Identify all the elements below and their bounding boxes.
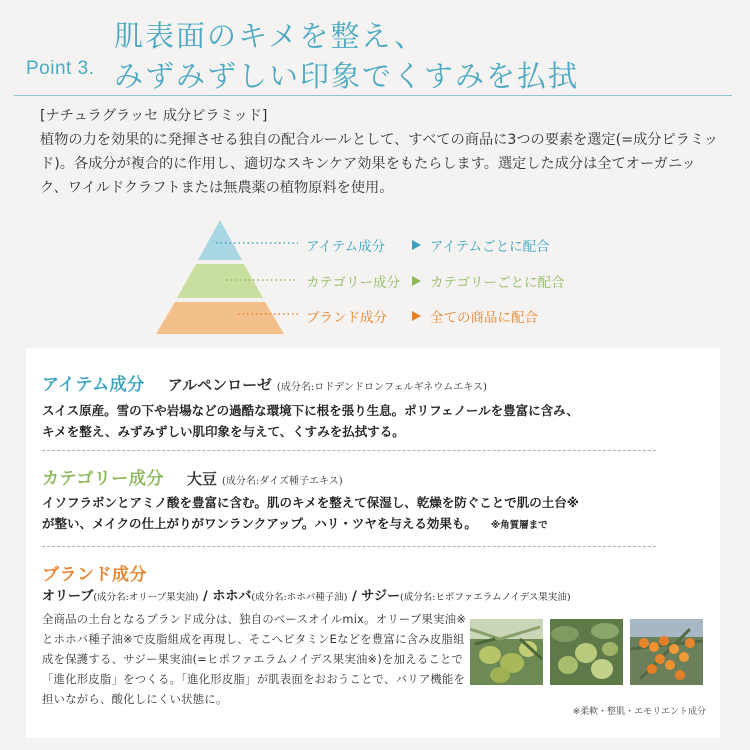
category-text-body: イソフラボンとアミノ酸を豊富に含む。肌のキメを整えて保湿し、乾燥を防ぐことで肌の土台※が整い、メイクの仕上がりがワンランクアップ。ハリ・ツヤを与える効果も。 [42, 495, 579, 531]
category-section-title: カテゴリー成分 [42, 469, 164, 489]
pyramid-desc-brand: 全ての商品に配合 [430, 310, 538, 326]
category-ingredient-sub: (成分名:ダイズ種子エキス) [222, 476, 343, 487]
intro-subtitle: [ナチュラグラッセ 成分ピラミッド] [40, 108, 268, 124]
arrow-icon [412, 276, 421, 286]
pyramid-desc-item: アイテムごとに配合 [430, 239, 550, 255]
pyramid-tier-brand [156, 302, 284, 334]
intro-block [40, 104, 720, 200]
category-ingredient-name: 大豆 [186, 470, 217, 488]
separator: / [351, 589, 357, 604]
category-section-text [42, 492, 582, 536]
arrow-icon [412, 240, 421, 250]
item-ingredient-sub: (成分名:ロドデンドロンフェルギネウムエキス) [276, 382, 487, 393]
page-title-line2: みずみずしい印象でくすみを払拭 [114, 59, 580, 93]
sea-buckthorn-sub: (成分名:ヒポファエラムノイデス果実油) [400, 592, 571, 603]
sea-buckthorn-name: サジー [361, 589, 401, 604]
pyramid-label-category: カテゴリー成分 [306, 275, 400, 291]
page-title-line1: 肌表面のキメを整え、 [114, 19, 426, 53]
header-divider [14, 95, 732, 96]
brand-section-header [42, 560, 147, 585]
jojoba-name: ホホバ [212, 589, 252, 604]
pyramid-tier-item [198, 220, 242, 260]
olive-name: オリーブ [42, 589, 94, 604]
photo-note: ※柔軟・整肌・エモリエント成分 [572, 707, 706, 717]
section-divider [42, 546, 656, 547]
item-section-header [42, 370, 487, 395]
sea-buckthorn-photo [630, 619, 703, 685]
pyramid-label-brand: ブランド成分 [306, 310, 387, 326]
category-section-header [42, 464, 343, 489]
brand-section-title: ブランド成分 [42, 565, 147, 585]
category-note: ※角質層まで [490, 520, 548, 531]
jojoba-photo [550, 619, 623, 685]
olive-sub: (成分名:オリーブ果実油) [93, 592, 199, 603]
pyramid-graphic [148, 208, 308, 338]
pyramid-label-item: アイテム成分 [306, 239, 386, 255]
separator: / [203, 589, 208, 604]
item-section-title: アイテム成分 [42, 375, 145, 395]
item-ingredient-name: アルペンローゼ [167, 376, 272, 394]
brand-section-text: 全商品の土台となるブランド成分は、独自のベースオイルmix。オリーブ果実油※とホホバ種子油※で皮脂組成を再現し、そこへビタミンEなどを豊富に含み皮脂組成を保護する、サジー果実油(=ヒポファエラムノイデス果実油※)を加えることで「進化形皮脂」をつくる。「進化形皮脂」が肌表面をおおうことで、バリア機能を担いながら、酸化しにくい状態に。 [42, 613, 467, 706]
arrow-icon [412, 311, 421, 321]
ingredient-pyramid [148, 208, 608, 338]
section-divider [42, 450, 656, 451]
brand-ingredients-line [42, 585, 571, 604]
pyramid-desc-category: カテゴリーごとに配合 [430, 275, 565, 291]
intro-body: 植物の力を効果的に発揮させる独自の配合ルールとして、すべての商品に3つの要素を選定(=成分ピラミッド)。各成分が複合的に作用し、適切なスキンケア効果をもたらします。選定した成分は全てオーガニック、ワイルドクラフトまたは無農薬の植物原料を使用。 [40, 132, 718, 196]
point-label: Point 3. [26, 58, 95, 79]
item-section-text: スイス原産。雪の下や岩場などの過酷な環境下に根を張り生息。ポリフェノールを豊富に含み、キメを整え、みずみずしい肌印象を与えて、くすみを払拭する。 [42, 403, 579, 439]
jojoba-sub: (成分名:ホホバ種子油) [251, 592, 348, 603]
pyramid-tier-category [177, 264, 263, 298]
olive-photo [470, 619, 543, 685]
ingredient-detail-card [26, 348, 720, 738]
